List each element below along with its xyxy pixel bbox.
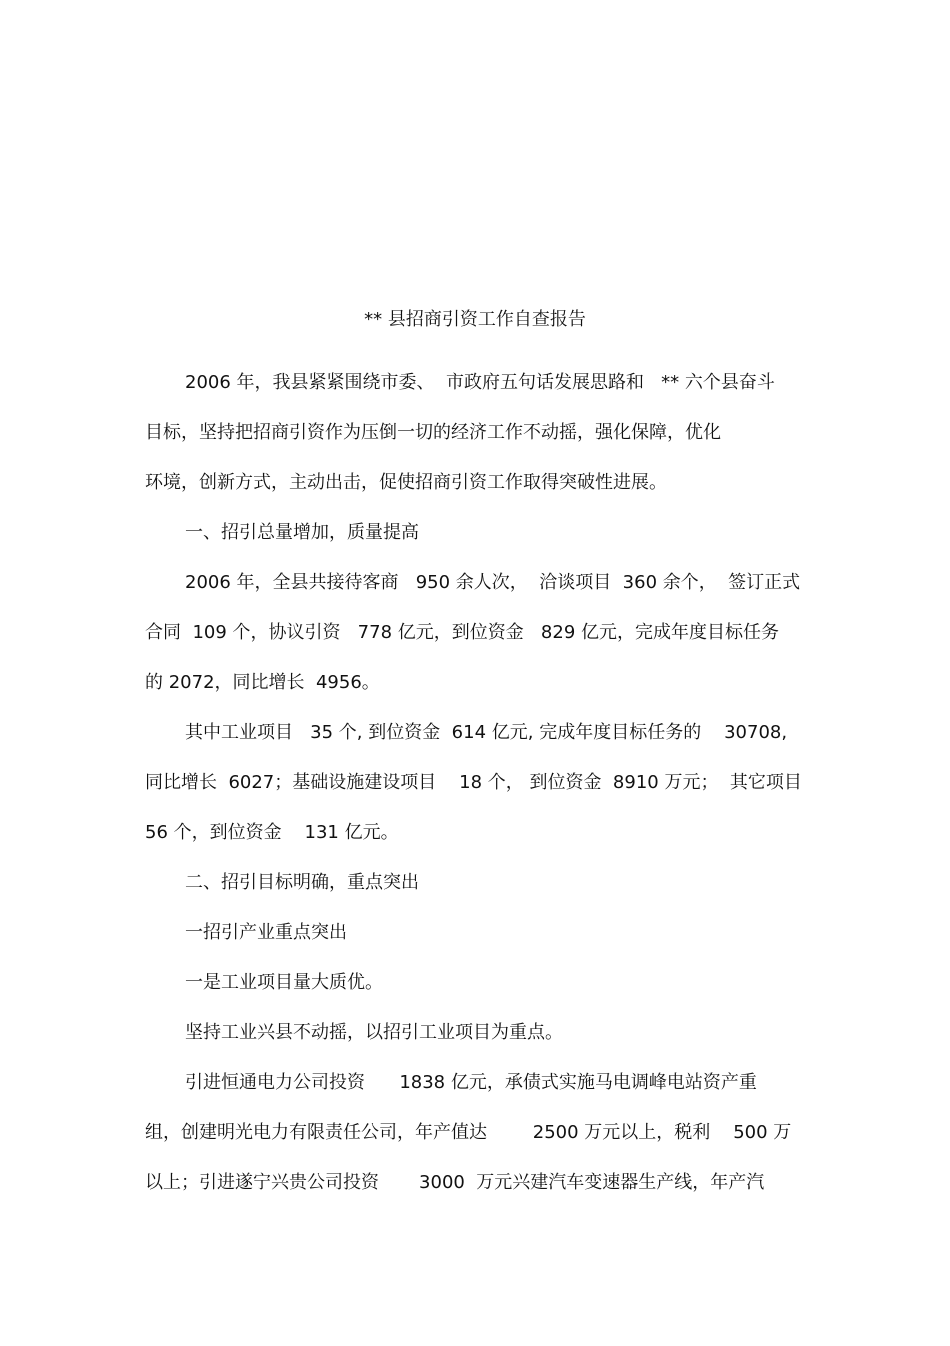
paragraph-line: 组，创建明光电力有限责任公司，年产值达 2500 万元以上，税利 500 万 [145,1122,792,1143]
paragraph-line: 引进恒通电力公司投资 1838 亿元，承债式实施马电调峰电站资产重 [185,1072,757,1093]
document-title: ** 县招商引资工作自查报告 [364,309,586,330]
paragraph-line: 同比增长 6027；基础设施建设项目 18 个， 到位资金 8910 万元； 其它项目 [145,772,802,793]
paragraph-line: 其中工业项目 35 个, 到位资金 614 亿元, 完成年度目标任务的 30708, [185,722,788,743]
paragraph-line: 环境，创新方式，主动出击，促使招商引资工作取得突破性进展。 [145,472,667,493]
subsection-heading: 一招引产业重点突出 [185,922,347,943]
section-heading: 二、招引目标明确，重点突出 [185,872,419,893]
paragraph-line: 2006 年，全县共接待客商 950 余人次， 洽谈项目 360 余个， 签订正式 [185,572,801,593]
paragraph-line: 一是工业项目量大质优。 [185,972,383,993]
section-heading: 一、招引总量增加，质量提高 [185,522,419,543]
paragraph-line: 以上；引进遂宁兴贵公司投资 3000 万元兴建汽车变速器生产线，年产汽 [145,1172,765,1193]
document-body [145,368,810,1218]
paragraph-line: 合同 109 个，协议引资 778 亿元，到位资金 829 亿元，完成年度目标任务 [145,622,780,643]
paragraph-line: 坚持工业兴县不动摇，以招引工业项目为重点。 [185,1022,563,1043]
paragraph-line: 56 个，到位资金 131 亿元。 [145,822,399,843]
paragraph-line: 2006 年，我县紧紧围绕市委、 市政府五句话发展思路和 ** 六个县奋斗 [185,372,775,393]
paragraph-line: 目标，坚持把招商引资作为压倒一切的经济工作不动摇，强化保障，优化 [145,422,721,443]
paragraph-line: 的 2072，同比增长 4956。 [145,672,380,693]
